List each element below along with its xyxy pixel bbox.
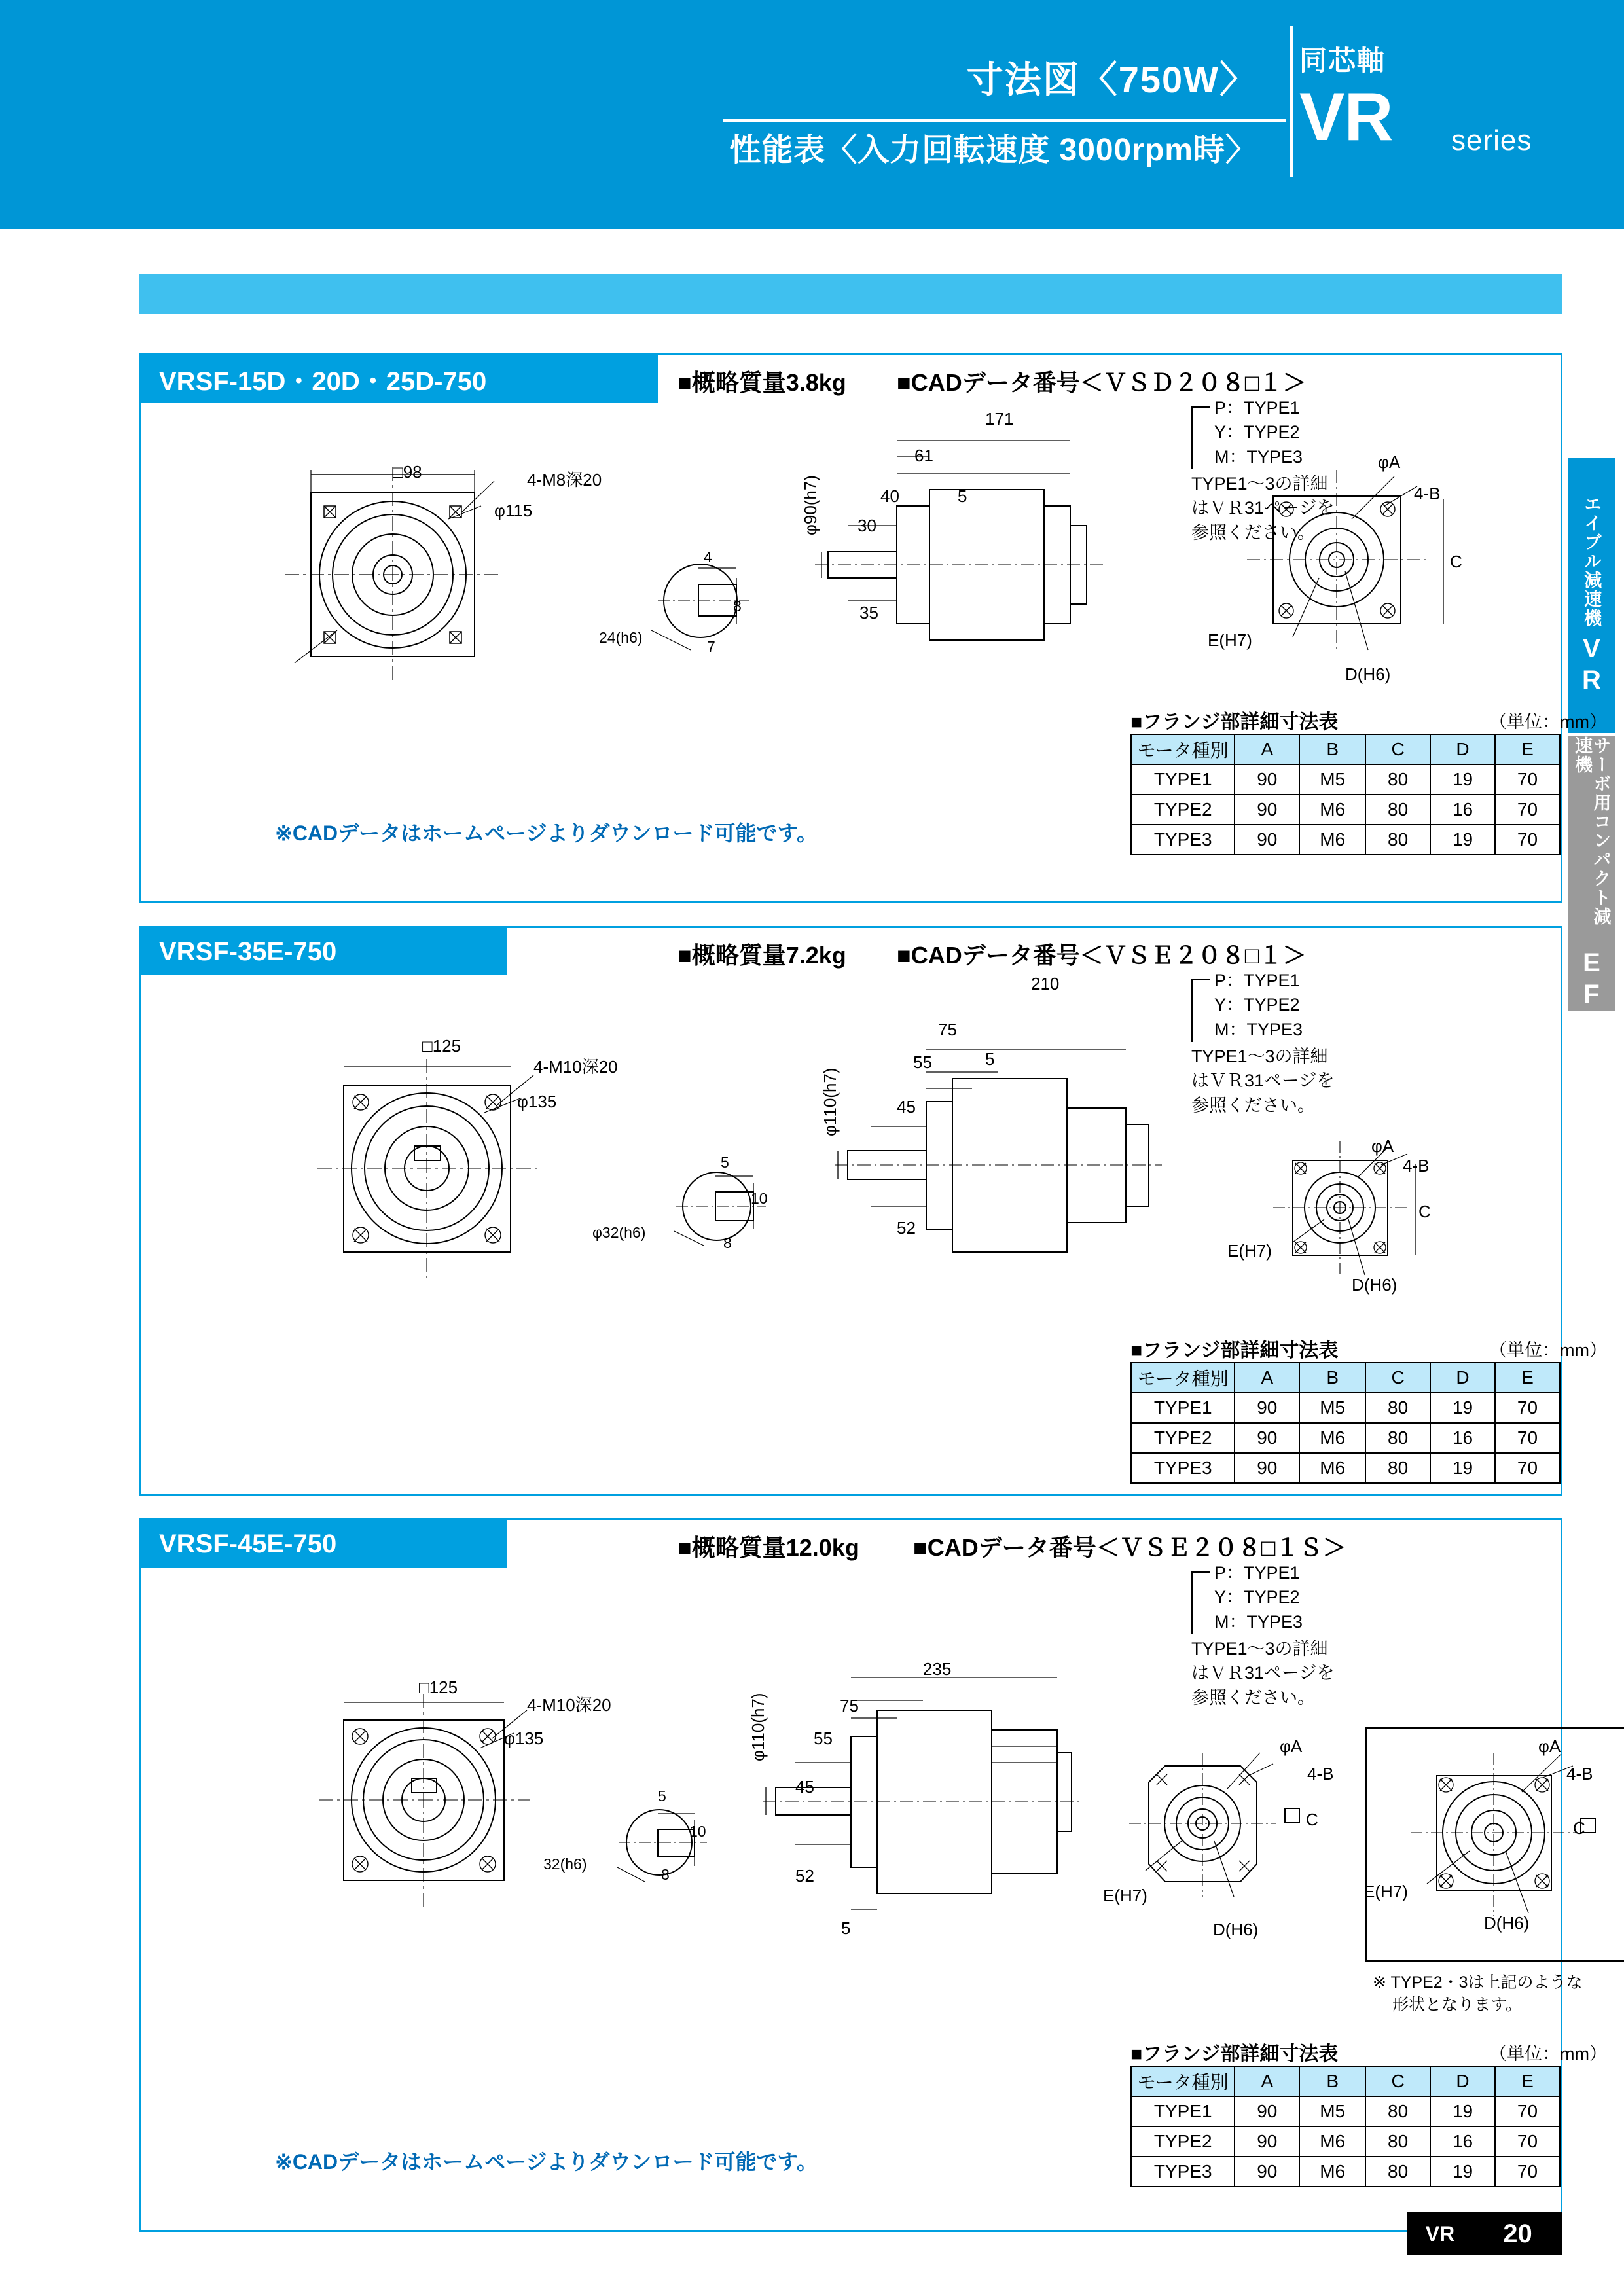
th-c: C [1365,734,1430,764]
th-d: D [1430,734,1495,764]
cell-b: M6 [1299,795,1365,825]
motor-flange-drawing-type1 [1110,1736,1332,1946]
inset-note [1373,1972,1583,2017]
mass-label: ■概略質量7.2kg [677,942,846,969]
cell-a: 90 [1235,825,1299,855]
dim-l4: 45 [897,1097,916,1117]
header-title-line2: 性能表〈入力回転速度 3000rpm時〉 [729,133,1257,168]
table-header-row [1131,734,1560,764]
dim-shaft: φ32(h6) [592,1224,646,1241]
table-header-row [1131,2066,1560,2096]
th-e: E [1495,1363,1560,1393]
dim-l5: 52 [897,1218,916,1238]
dim-D: D(H6) [1352,1275,1398,1295]
cell-c: 80 [1365,764,1430,795]
dim-l3: 5 [958,486,967,506]
dim-phiA-inset: φA [1538,1736,1561,1756]
dim-C: C [1306,1810,1318,1829]
dim-body-dia: φ90(h7) [801,475,820,535]
header-divider [1290,26,1293,177]
cell-c: 80 [1365,1423,1430,1453]
table-row [1131,2157,1560,2187]
table-row [1131,1423,1560,1453]
dim-E: E(H7) [1103,1886,1147,1905]
cell-a: 90 [1235,1393,1299,1423]
cell-d: 16 [1430,2126,1495,2157]
dim-l4: 45 [795,1777,814,1797]
cell-c: 80 [1365,2157,1430,2187]
flange-table [1130,2066,1561,2187]
dim-bolt4: 4-B [1414,484,1441,503]
cell-d: 19 [1430,2096,1495,2126]
dim-C: C [1418,1202,1431,1221]
cell-b: M6 [1299,825,1365,855]
type-note-l1: TYPE1～3の詳細 [1191,1639,1328,1659]
cell-e: 70 [1495,1423,1560,1453]
table-row [1131,825,1560,855]
cell-c: 80 [1365,2096,1430,2126]
dim-E: E(H7) [1208,630,1252,650]
cell-c: 80 [1365,2126,1430,2157]
header-rule [723,119,1286,122]
th-d: D [1430,1363,1495,1393]
th-d: D [1430,2066,1495,2096]
side-tab-vr-label: エイブル減速機 [1581,494,1602,628]
cell-a: 90 [1235,2157,1299,2187]
type-note [1191,1637,1335,1710]
dim-D: D(H6) [1345,664,1391,684]
cell-kind: TYPE3 [1131,1453,1235,1483]
cell-kind: TYPE1 [1131,764,1235,795]
table-header-row [1131,1363,1560,1393]
flange-table-unit: （単位：mm） [1489,2044,1607,2064]
cell-c: 80 [1365,1453,1430,1483]
cell-e: 70 [1495,2096,1560,2126]
th-e: E [1495,734,1560,764]
type-note-l2: はＶＲ31ページを [1191,498,1335,518]
cell-c: 80 [1365,825,1430,855]
dim-l2: 40 [880,486,899,506]
cell-b: M5 [1299,764,1365,795]
cell-b: M5 [1299,1393,1365,1423]
flange-table-unit: （単位：mm） [1489,712,1607,732]
th-a: A [1235,1363,1299,1393]
mass-label: ■概略質量3.8kg [677,369,846,396]
cell-e: 70 [1495,825,1560,855]
key-detail-drawing [658,1147,808,1272]
th-kind: モータ種別 [1131,1363,1235,1393]
cell-d: 16 [1430,795,1495,825]
dim-body-dia: φ110(h7) [748,1693,768,1761]
inset-note-l2: 形状となります。 [1392,1995,1523,2014]
side-tab-ef-label: サーボ用コンパクト減速機 [1572,736,1611,926]
cell-kind: TYPE1 [1131,1393,1235,1423]
cad-number-label: ■CADデータ番号＜ＶＳＥ２０８□１＞ [897,942,1307,969]
page-header [0,0,1624,229]
table-row [1131,764,1560,795]
header-brand-block [1299,26,1574,177]
cell-d: 19 [1430,1393,1495,1423]
cell-kind: TYPE2 [1131,795,1235,825]
header-brand: VR [1299,79,1393,155]
dim-l5: 52 [795,1866,814,1886]
type-note-l2: はＶＲ31ページを [1191,1663,1335,1683]
type-legend-m: M：TYPE3 [1214,446,1303,467]
dim-l1: 75 [840,1696,859,1715]
dim-key-w: 4 [704,548,712,565]
cell-d: 19 [1430,825,1495,855]
th-c: C [1365,1363,1430,1393]
type-legend-y: Y：TYPE2 [1214,1587,1300,1607]
side-tab-ef-code: EF [1577,948,1606,1011]
dim-l3: 5 [841,1918,851,1938]
dim-D-inset: D(H6) [1484,1913,1530,1933]
dim-shaft: 24(h6) [599,629,643,646]
panel-title: VRSF-15D・20D・25D-750 [141,355,658,403]
th-kind: モータ種別 [1131,734,1235,764]
dim-total-len: 235 [923,1659,952,1679]
type-note-l1: TYPE1～3の詳細 [1191,1047,1328,1066]
dim-C-inset: C [1573,1818,1585,1838]
side-view-drawing [821,1010,1214,1298]
cell-d: 19 [1430,1453,1495,1483]
cell-b: M6 [1299,1453,1365,1483]
top-accent-bar [139,274,1562,314]
th-e: E [1495,2066,1560,2096]
header-series: series [1451,124,1532,156]
dim-pcd: φ115 [494,501,533,520]
type-legend [1214,1561,1303,1634]
panel-title: VRSF-45E-750 [141,1520,507,1568]
cell-a: 90 [1235,2096,1299,2126]
dim-C: C [1450,552,1462,571]
type-note-l1: TYPE1～3の詳細 [1191,474,1328,493]
cell-e: 70 [1495,795,1560,825]
flange-table [1130,734,1561,855]
panel-title: VRSF-35E-750 [141,928,507,975]
type-legend-p: P：TYPE1 [1214,971,1300,990]
cell-kind: TYPE2 [1131,1423,1235,1453]
dim-l3: 5 [985,1049,995,1069]
cell-kind: TYPE3 [1131,2157,1235,2187]
table-row [1131,1453,1560,1483]
cell-a: 90 [1235,1423,1299,1453]
dim-l1: 61 [914,446,933,465]
dim-bolt4: 4-B [1403,1156,1430,1175]
cad-download-note: ※CADデータはホームページよりダウンロード可能です。 [275,821,818,845]
side-tab-vr-code: VR [1577,634,1606,697]
type-note-l3: 参照ください。 [1191,522,1315,543]
th-b: B [1299,1363,1365,1393]
dim-l4: 30 [857,516,876,535]
table-row [1131,795,1560,825]
flange-table-unit: （単位：mm） [1489,1340,1607,1360]
dim-square: □125 [419,1677,458,1697]
dim-key-d: 7 [707,638,715,655]
legend-bracket [1191,1571,1210,1634]
cell-c: 80 [1365,1393,1430,1423]
type-note-l3: 参照ください。 [1191,1095,1315,1115]
cell-d: 16 [1430,1423,1495,1453]
dim-body-dia: φ110(h7) [820,1067,840,1136]
dim-key-h: 10 [751,1190,768,1207]
dim-E-inset: E(H7) [1363,1882,1408,1901]
dim-phiA: φA [1280,1736,1303,1756]
dim-bolt4: 4-B [1307,1764,1334,1784]
cad-number-label: ■CADデータ番号＜ＶＳＤ２０８□１＞ [897,369,1307,396]
cell-kind: TYPE3 [1131,825,1235,855]
dim-l2: 55 [814,1729,833,1748]
dim-bolt: 4-M10深20 [527,1695,611,1715]
dim-l5: 35 [859,603,878,622]
page-footer [1407,2212,1562,2255]
cell-b: M6 [1299,1423,1365,1453]
flange-table [1130,1362,1561,1484]
type-legend-m: M：TYPE3 [1214,1019,1303,1039]
dim-square: □98 [393,462,422,482]
side-tab-vr[interactable] [1568,458,1615,733]
flange-table-title: ■フランジ部詳細寸法表 [1130,2043,1339,2065]
th-b: B [1299,734,1365,764]
cell-e: 70 [1495,2157,1560,2187]
dim-E: E(H7) [1227,1241,1272,1261]
cell-kind: TYPE2 [1131,2126,1235,2157]
flange-table-title: ■フランジ部詳細寸法表 [1130,711,1339,733]
cad-number-label: ■CADデータ番号＜ＶＳＥ２０８□１Ｓ＞ [913,1534,1346,1561]
cad-download-note: ※CADデータはホームページよりダウンロード可能です。 [275,2150,818,2174]
table-row [1131,2096,1560,2126]
th-a: A [1235,2066,1299,2096]
dim-key-d: 8 [661,1866,670,1883]
legend-bracket [1191,406,1210,469]
th-a: A [1235,734,1299,764]
cell-e: 70 [1495,1393,1560,1423]
cell-e: 70 [1495,1453,1560,1483]
cell-c: 80 [1365,795,1430,825]
cell-a: 90 [1235,2126,1299,2157]
dim-bolt: 4-M8深20 [527,470,602,490]
dim-bolt: 4-M10深20 [533,1057,618,1077]
mass-label: ■概略質量12.0kg [677,1534,859,1561]
dim-key-h: 10 [689,1823,706,1840]
dim-pcd: φ135 [504,1729,544,1748]
dim-shaft: 32(h6) [543,1856,587,1873]
footer-series-tag: VR [1425,2221,1455,2246]
type-legend-p: P：TYPE1 [1214,1563,1300,1583]
product-panel-vrsf45e [139,1518,1607,2232]
cell-b: M5 [1299,2096,1365,2126]
dim-key-h: 8 [733,598,742,615]
dim-phiA: φA [1378,452,1401,472]
cell-kind: TYPE1 [1131,2096,1235,2126]
key-detail-drawing [599,1782,749,1913]
type-legend-p: P：TYPE1 [1214,398,1300,418]
dim-key-w: 5 [658,1787,666,1804]
dim-pcd: φ135 [517,1092,557,1111]
dim-key-d: 8 [723,1234,732,1251]
dim-square: □125 [422,1036,461,1056]
cell-a: 90 [1235,764,1299,795]
type-legend-y: Y：TYPE2 [1214,995,1300,1015]
dim-total-len: 171 [985,409,1014,429]
side-tab-ef[interactable] [1568,736,1615,1011]
cell-e: 70 [1495,2126,1560,2157]
cell-d: 19 [1430,764,1495,795]
dim-total-len: 210 [1031,974,1060,994]
header-axis-label: 同芯軸 [1299,45,1386,76]
dim-l2: 55 [913,1052,932,1072]
type-note-l2: はＶＲ31ページを [1191,1071,1335,1091]
cell-b: M6 [1299,2126,1365,2157]
header-title-line1: 寸法図〈750W〉 [966,59,1257,100]
cell-a: 90 [1235,1453,1299,1483]
dim-phiA: φA [1371,1136,1394,1156]
table-row [1131,2126,1560,2157]
table-row [1131,1393,1560,1423]
dim-bolt4-inset: 4-B [1566,1764,1593,1784]
side-view-drawing [808,427,1162,702]
th-b: B [1299,2066,1365,2096]
dim-key-w: 5 [721,1154,729,1171]
cell-e: 70 [1495,764,1560,795]
type-legend-m: M：TYPE3 [1214,1611,1303,1632]
cell-b: M6 [1299,2157,1365,2187]
inset-note-l1: ※ TYPE2・3は上記のような [1373,1973,1583,1992]
type-legend-y: Y：TYPE2 [1214,422,1300,442]
type-legend [1214,969,1303,1042]
cell-a: 90 [1235,795,1299,825]
dim-l1: 75 [938,1020,957,1039]
dim-D: D(H6) [1213,1920,1259,1939]
th-c: C [1365,2066,1430,2096]
flange-table-title: ■フランジ部詳細寸法表 [1130,1340,1339,1361]
cell-d: 19 [1430,2157,1495,2187]
type-note-l3: 参照ください。 [1191,1687,1315,1708]
footer-page-number: 20 [1503,2219,1532,2248]
th-kind: モータ種別 [1131,2066,1235,2096]
